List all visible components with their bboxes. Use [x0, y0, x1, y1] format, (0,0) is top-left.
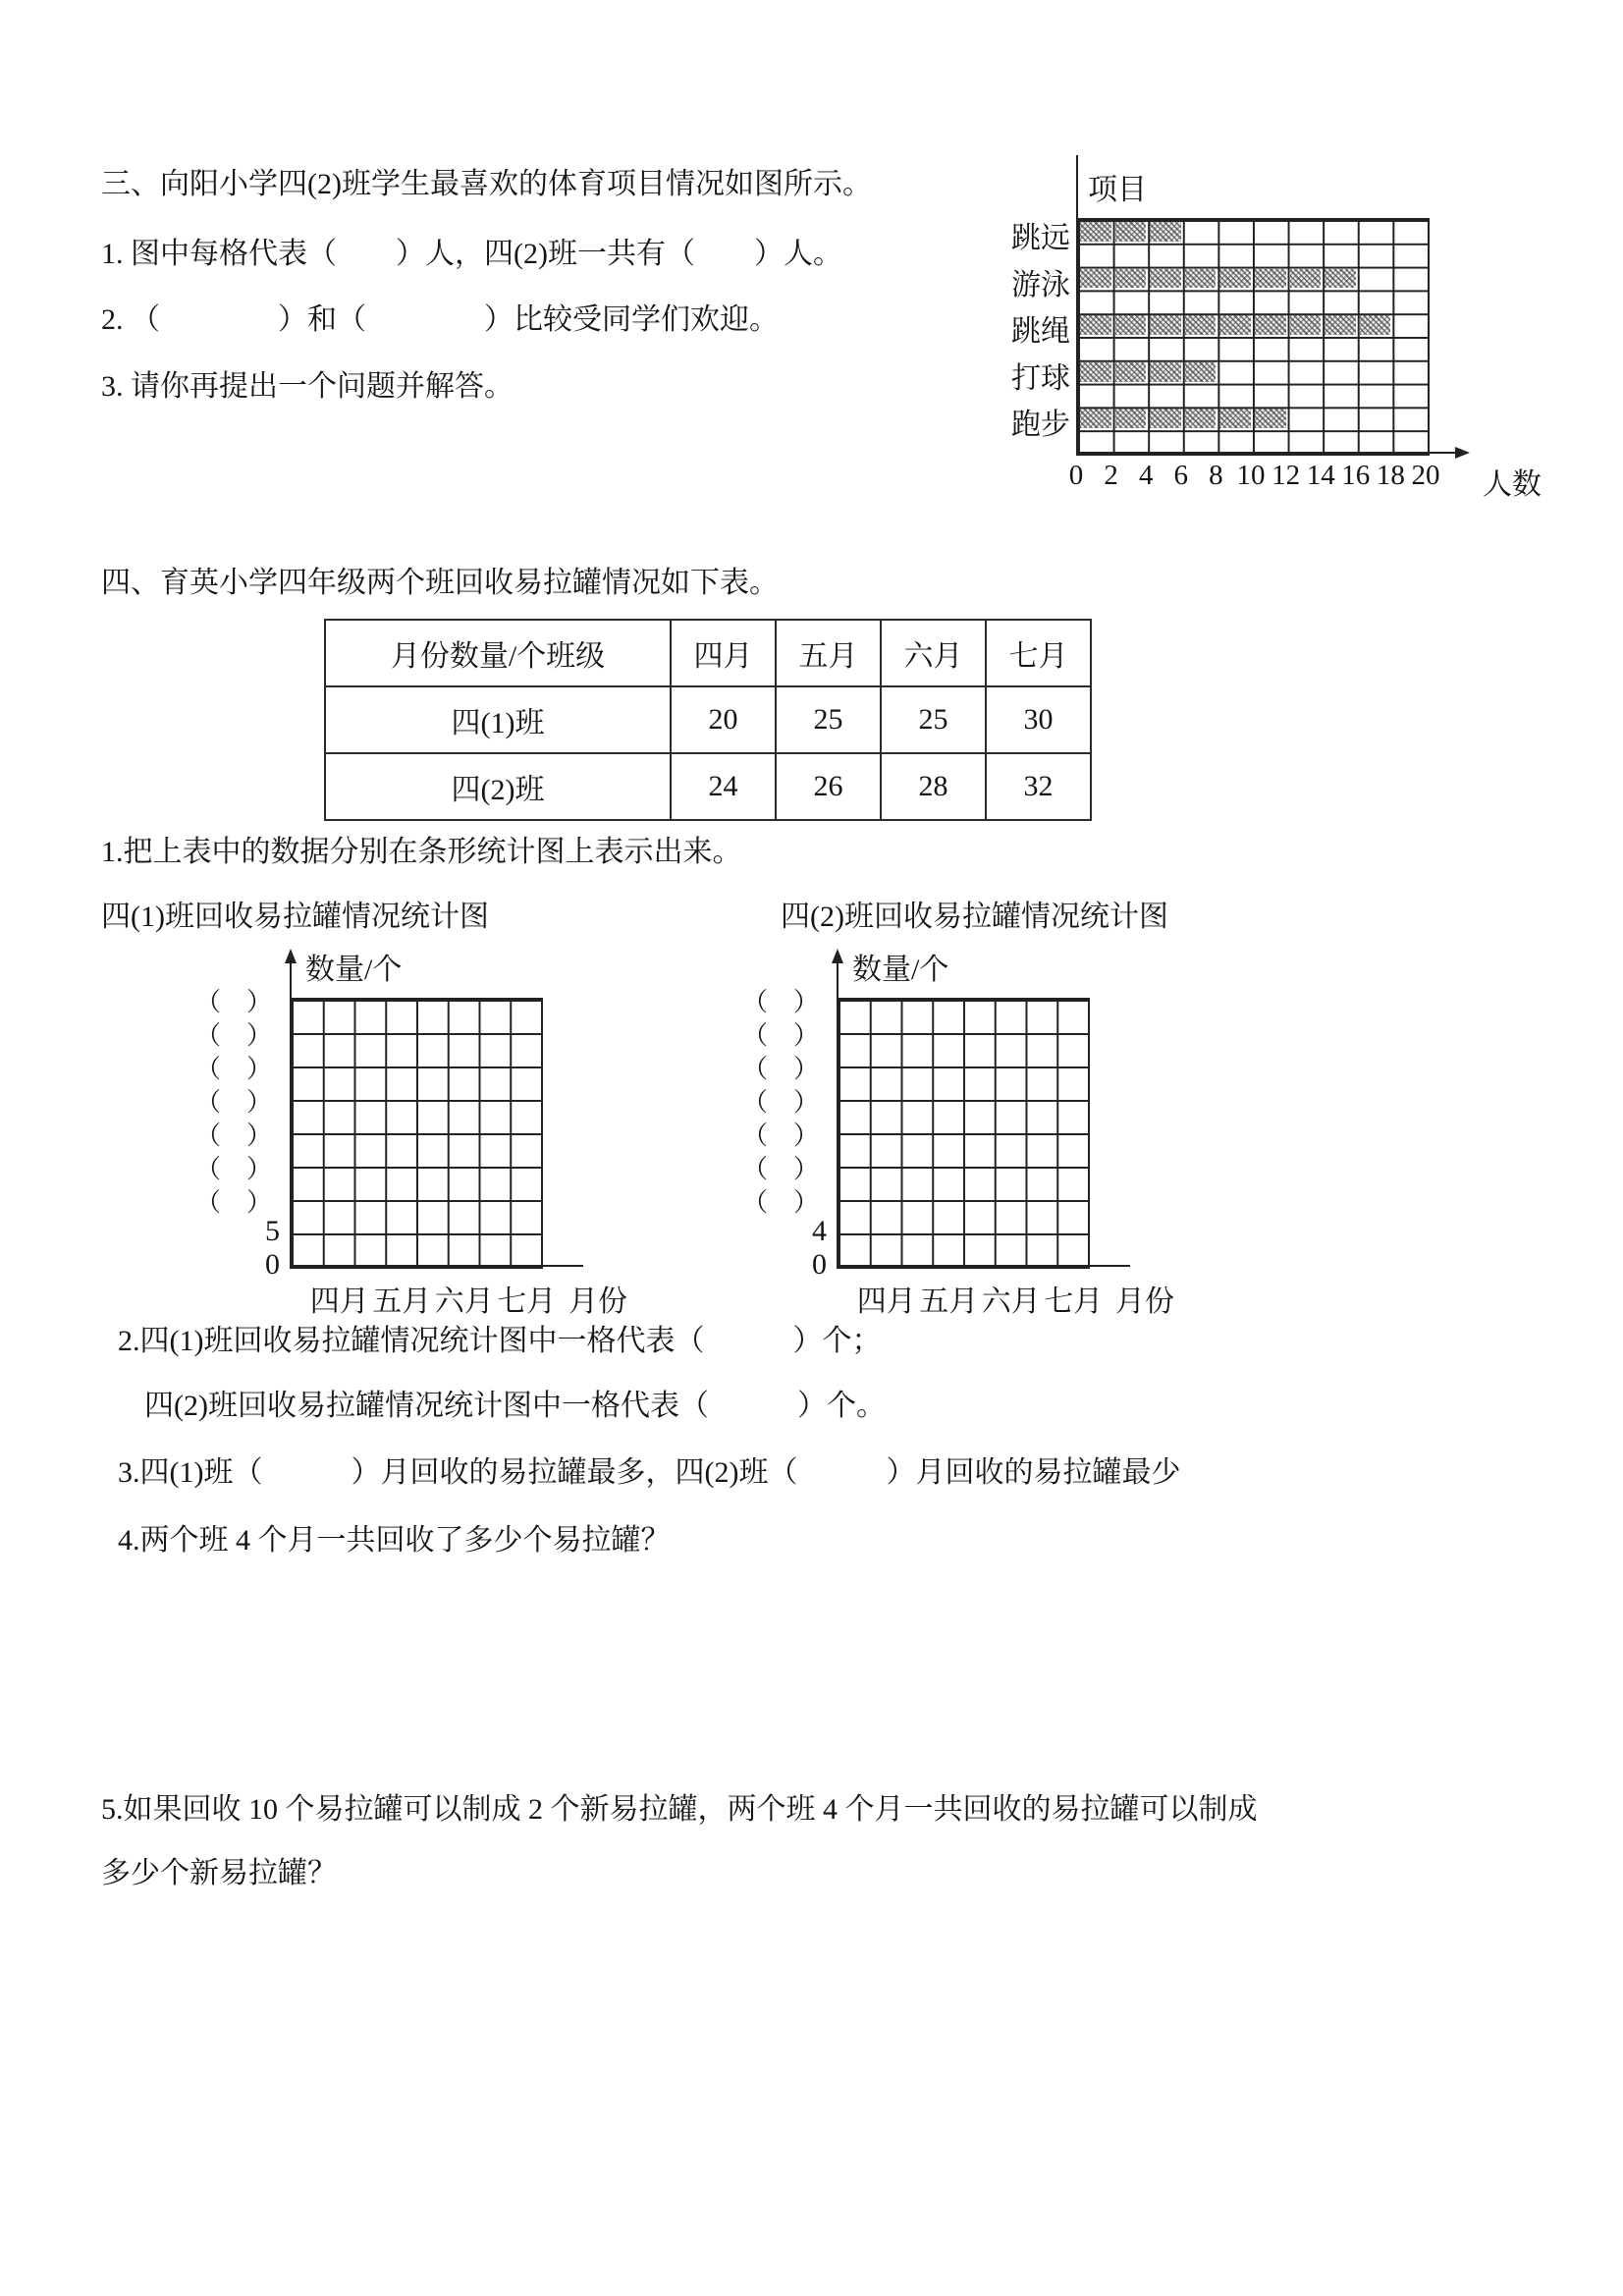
y-tick-label: 0 [265, 1248, 280, 1281]
y-axis-blank: （ ） [741, 1155, 819, 1183]
grid-lines [1078, 220, 1428, 454]
y-tick-label: 0 [812, 1248, 827, 1281]
grid-lines [839, 1000, 1088, 1267]
y-axis-title: 数量/个 [852, 954, 949, 986]
chart2-title: 四(2)班回收易拉罐情况统计图 [781, 901, 1168, 933]
x-axis-line [1076, 452, 1457, 454]
section4-question-2a: 2.四(1)班回收易拉罐情况统计图中一格代表（ ）个； [118, 1325, 882, 1357]
x-axis-line [290, 1265, 583, 1267]
y-axis-blank: （ ） [194, 1055, 272, 1083]
section4-question-3: 3.四(1)班（ ）月回收的易拉罐最多，四(2)班（ ）月回收的易拉罐最少 [118, 1456, 1181, 1489]
table-row-label: 四(1)班 [325, 686, 671, 753]
section4-question-5a: 5.如果回收 10 个易拉罐可以制成 2 个新易拉罐，两个班 4 个月一共回收的易拉罐可以制成 [101, 1793, 1258, 1826]
y-axis-blank: （ ） [194, 1021, 272, 1050]
recycle-table [324, 619, 1092, 821]
table-cell: 25 [776, 686, 881, 753]
x-tick-label: 18 [1376, 460, 1405, 491]
y-axis-blank: （ ） [194, 988, 272, 1016]
table-cell: 28 [881, 753, 986, 820]
section4-question-4: 4.两个班 4 个月一共回收了多少个易拉罐？ [118, 1524, 671, 1557]
x-tick-label: 14 [1306, 460, 1335, 491]
table-header-cell: 月份数量/个班级 [325, 620, 671, 686]
category-label: 跳远 [1011, 221, 1070, 254]
x-category-label: 五月 [372, 1285, 432, 1318]
x-tick-label: 6 [1173, 460, 1189, 491]
y-axis-blank: （ ） [194, 1188, 272, 1217]
x-category-label: 七月 [497, 1285, 557, 1318]
x-axis-title: 月份 [568, 1285, 627, 1318]
section3-question-2: 2. （ ）和（ ）比较受同学们欢迎。 [101, 303, 779, 336]
x-category-label: 六月 [434, 1285, 494, 1318]
grid-lines [292, 1000, 541, 1267]
x-tick-label: 8 [1209, 460, 1223, 491]
y-axis-blank: （ ） [194, 1088, 272, 1117]
chart-grid [1076, 218, 1430, 456]
table-header-cell: 七月 [986, 620, 1091, 686]
table-header-row [325, 620, 1091, 686]
y-axis-blank: （ ） [741, 1021, 819, 1050]
x-category-label: 五月 [919, 1285, 979, 1318]
sports-bar-chart [1011, 155, 1623, 509]
y-tick-label: 5 [265, 1215, 280, 1247]
x-tick-label: 12 [1271, 460, 1301, 491]
x-axis-title: 月份 [1115, 1285, 1174, 1318]
table-row [325, 753, 1091, 820]
y-axis-blank: （ ） [741, 1188, 819, 1217]
table-header-cell: 四月 [671, 620, 776, 686]
y-tick-label: 4 [812, 1215, 827, 1247]
section4-question-2b: 四(2)班回收易拉罐情况统计图中一格代表（ ）个。 [144, 1390, 886, 1422]
y-axis-title: 数量/个 [305, 954, 403, 986]
table-row [325, 686, 1091, 753]
table-cell: 26 [776, 753, 881, 820]
section4-heading: 四、育英小学四年级两个班回收易拉罐情况如下表。 [101, 567, 779, 599]
x-tick-label: 10 [1236, 460, 1266, 491]
y-axis-blank: （ ） [741, 1088, 819, 1117]
category-label: 跑步 [1011, 409, 1070, 442]
table-row-label: 四(2)班 [325, 753, 671, 820]
x-tick-label: 16 [1341, 460, 1371, 491]
y-axis-blank: （ ） [194, 1155, 272, 1183]
table-header-cell: 六月 [881, 620, 986, 686]
class2-empty-bar-chart [714, 941, 1264, 1353]
x-axis-title: 人数 [1483, 468, 1542, 501]
chart-grid [837, 998, 1090, 1269]
table-cell: 20 [671, 686, 776, 753]
table-cell: 24 [671, 753, 776, 820]
y-axis-blank: （ ） [741, 988, 819, 1016]
chart1-title: 四(1)班回收易拉罐情况统计图 [101, 901, 489, 933]
table-cell: 30 [986, 686, 1091, 753]
y-axis-blank: （ ） [741, 1055, 819, 1083]
x-category-label: 六月 [981, 1285, 1041, 1318]
y-axis-title: 项目 [1088, 174, 1147, 206]
category-label: 打球 [1011, 361, 1070, 395]
y-axis-blank: （ ） [741, 1121, 819, 1150]
section3-question-3: 3. 请你再提出一个问题并解答。 [101, 370, 514, 403]
x-tick-label: 0 [1068, 460, 1084, 491]
x-tick-label: 20 [1411, 460, 1440, 491]
table-cell: 32 [986, 753, 1091, 820]
section3-heading: 三、向阳小学四(2)班学生最喜欢的体育项目情况如图所示。 [101, 168, 872, 200]
class1-empty-bar-chart [167, 941, 717, 1353]
chart-grid [290, 998, 543, 1269]
x-category-label: 七月 [1044, 1285, 1104, 1318]
section3-question-1: 1. 图中每格代表（ ）人，四(2)班一共有（ ）人。 [101, 238, 842, 270]
section4-question-1: 1.把上表中的数据分别在条形统计图上表示出来。 [101, 836, 742, 868]
category-label: 游泳 [1011, 268, 1070, 301]
table-header-cell: 五月 [776, 620, 881, 686]
x-category-label: 四月 [309, 1285, 369, 1318]
y-axis-blank: （ ） [194, 1121, 272, 1150]
section4-question-5b: 多少个新易拉罐？ [101, 1857, 337, 1889]
category-label: 跳绳 [1011, 315, 1070, 349]
x-tick-label: 4 [1138, 460, 1154, 491]
x-tick-label: 2 [1104, 460, 1118, 491]
x-axis-arrow [1455, 447, 1470, 459]
table-cell: 25 [881, 686, 986, 753]
x-axis-line [837, 1265, 1130, 1267]
table-body [325, 620, 1091, 820]
x-category-label: 四月 [856, 1285, 916, 1318]
